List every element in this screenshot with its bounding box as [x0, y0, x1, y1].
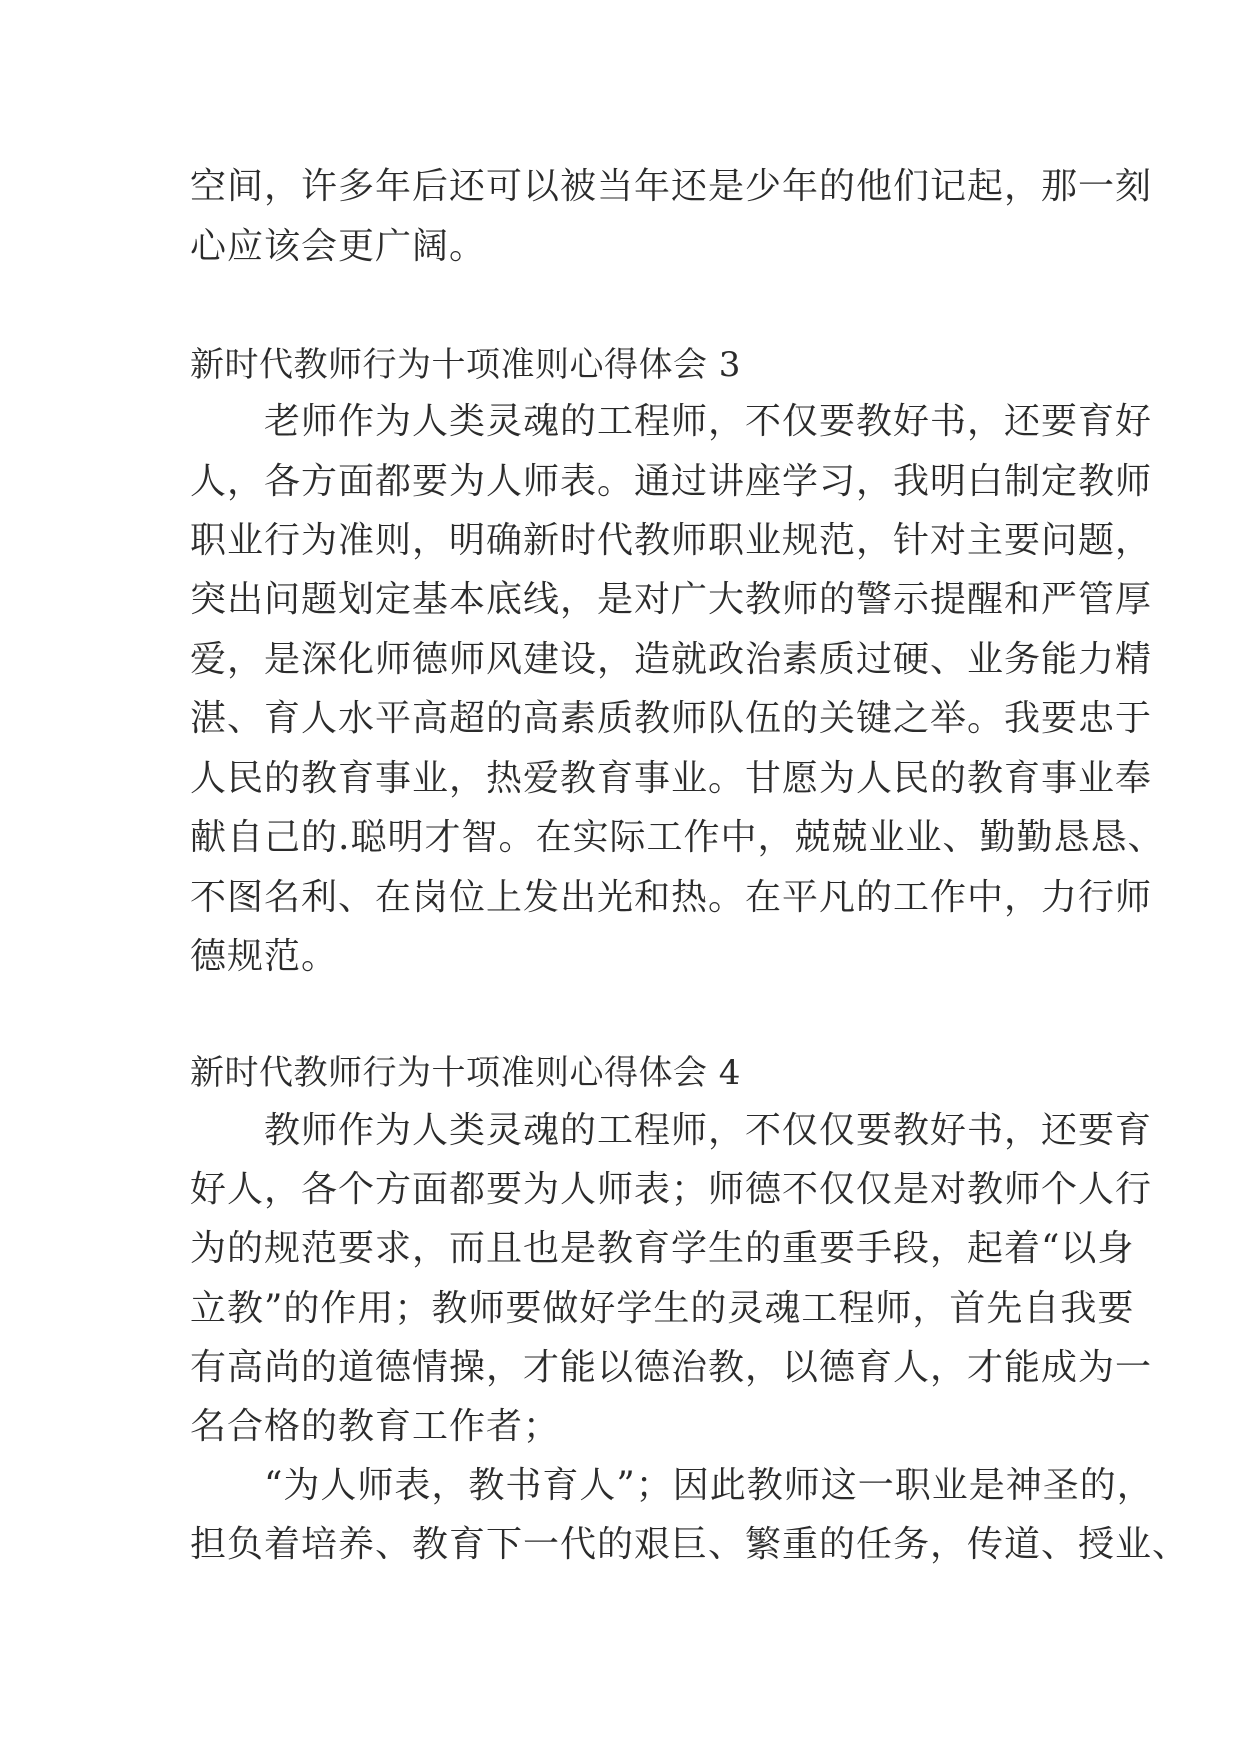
paragraph-line: 好人，各个方面都要为人师表；师德不仅仅是对教师个人行 [190, 1169, 1153, 1210]
paragraph-line: 突出问题划定基本底线，是对广大教师的警示提醒和严管厚 [190, 579, 1153, 620]
paragraph-line: 立教”的作用；教师要做好学生的灵魂工程师，首先自我要 [190, 1288, 1135, 1329]
paragraph-line: 空间，许多年后还可以被当年还是少年的他们记起，那一刻 [190, 166, 1153, 207]
paragraph-line: 担负着培养、教育下一代的艰巨、繁重的任务，传道、授业、 [190, 1524, 1190, 1565]
section-heading-4: 新时代教师行为十项准则心得体会 4 [190, 1053, 741, 1093]
paragraph-line: 人，各方面都要为人师表。通过讲座学习，我明白制定教师 [190, 461, 1153, 502]
section-heading-3: 新时代教师行为十项准则心得体会 3 [190, 345, 741, 385]
paragraph-line: 爱，是深化师德师风建设，造就政治素质过硬、业务能力精 [190, 639, 1153, 680]
paragraph-line: 献自己的.聪明才智。在实际工作中，兢兢业业、勤勤恳恳、 [190, 817, 1165, 858]
paragraph-line: 为的规范要求，而且也是教育学生的重要手段，起着“以身 [190, 1228, 1135, 1269]
paragraph-line: 职业行为准则，明确新时代教师职业规范，针对主要问题， [190, 520, 1153, 561]
paragraph-line: 不图名利、在岗位上发出光和热。在平凡的工作中，力行师 [190, 877, 1153, 918]
paragraph-line: 老师作为人类灵魂的工程师，不仅要教好书，还要育好 [190, 401, 1153, 442]
paragraph-line: 人民的教育事业，热爱教育事业。甘愿为人民的教育事业奉 [190, 758, 1153, 799]
paragraph-line: 有高尚的道德情操，才能以德治教，以德育人，才能成为一 [190, 1347, 1153, 1388]
paragraph-line: 湛、育人水平高超的高素质教师队伍的关键之举。我要忠于 [190, 698, 1153, 739]
paragraph-line: 名合格的教育工作者； [190, 1406, 561, 1447]
paragraph-line: “为人师表，教书育人”；因此教师这一职业是神圣的， [190, 1465, 1154, 1506]
paragraph-line: 教师作为人类灵魂的工程师，不仅仅要教好书，还要育 [190, 1110, 1153, 1151]
paragraph-line: 德规范。 [190, 936, 339, 977]
paragraph-line: 心应该会更广阔。 [190, 226, 487, 267]
